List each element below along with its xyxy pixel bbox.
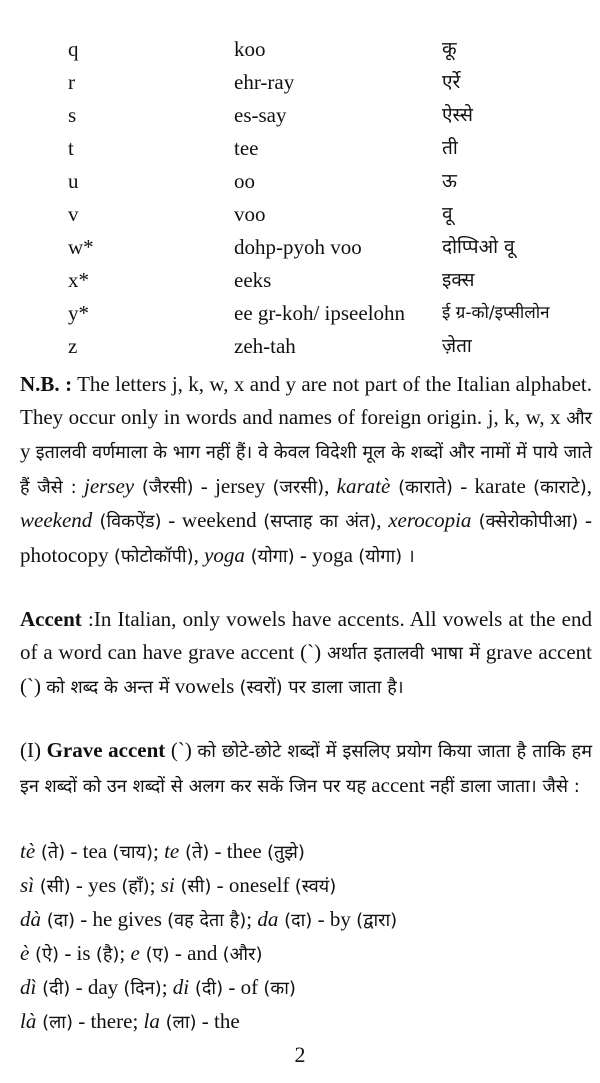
hindi-cell: इक्स (442, 269, 475, 291)
meaning: - tea (65, 839, 113, 863)
hindi-reading: (ते) (179, 842, 210, 863)
hindi-reading: (ऐ) (29, 944, 60, 965)
hindi-meaning: (चाय) (112, 842, 153, 863)
hindi-cell: दोप्पिओ वू (442, 236, 515, 258)
grave-text: (`) (165, 738, 198, 762)
pronunciation-cell: koo (234, 37, 266, 61)
nb-text: , (586, 473, 592, 498)
letter-cell: u (68, 169, 79, 193)
example-line (20, 868, 592, 902)
hindi-cell: वू (442, 203, 453, 225)
separator: ; (161, 975, 173, 999)
hindi-meaning: (है) (95, 944, 120, 965)
nb-label: N.B. : (20, 372, 73, 396)
hindi-cell: कू (442, 38, 457, 60)
nb-hindi: (काराटे) (533, 476, 587, 498)
nb-text: , (324, 473, 337, 498)
hindi-cell: ऊ (442, 170, 457, 192)
accent-text: grave accent (`) (20, 639, 592, 698)
pronunciation-cell: oo (234, 169, 255, 193)
letter-cell: x* (68, 268, 89, 292)
nb-hindi: और (566, 407, 592, 429)
hindi-cell: ती (442, 137, 458, 159)
meaning: - he gives (75, 907, 168, 931)
hindi-meaning: (द्वारा) (356, 910, 398, 931)
pronunciation-cell: ehr-ray (234, 70, 295, 94)
meaning: - yes (70, 873, 122, 897)
hindi-meaning: (तुझे) (267, 842, 305, 863)
letter-cell: q (68, 37, 79, 61)
meaning: - and (169, 941, 223, 965)
nb-text: - jersey (193, 473, 273, 498)
accent-hindi: (स्वरों) पर डाला जाता है। (239, 677, 404, 698)
nb-hindi: (योगा) (244, 545, 295, 567)
nb-hindi: (जैरसी) (134, 476, 194, 498)
hindi-reading: (दा) (41, 910, 75, 931)
nb-text: , (376, 508, 389, 532)
example-line (20, 902, 592, 936)
accent-label: Accent (20, 607, 82, 631)
meaning: - the (196, 1009, 240, 1033)
grave-label: Grave accent (46, 738, 166, 762)
pronunciation-cell: eeks (234, 268, 272, 292)
letter-cell: z (68, 334, 78, 358)
letter-row (0, 99, 600, 132)
nb-hindi: (क्सेरोकोपीआ) (471, 511, 579, 532)
hindi-meaning: (का) (263, 978, 296, 999)
hindi-cell: ऐस्से (442, 104, 473, 126)
nb-example-word: karatè (336, 473, 391, 498)
nb-example-word: yoga (204, 542, 245, 567)
hindi-meaning: (वह देता है) (167, 910, 247, 931)
hindi-reading: (ला) (36, 1012, 73, 1033)
grave-text: accent (366, 772, 431, 797)
nb-text: - photocopy (20, 508, 592, 567)
letter-row (0, 33, 600, 66)
nb-hindi: इतालवी वर्णमाला के भाग नहीं हैं। वे केवल विदेशी मूल के शब्दों और नामों में पाये जाते हैं जैसे : (20, 442, 592, 498)
page-number: 2 (294, 1042, 306, 1067)
letter-row (0, 66, 600, 99)
hindi-reading: (ला) (159, 1012, 197, 1033)
nb-text: , (193, 542, 205, 567)
nb-hindi: (विकऐंड) (92, 511, 162, 532)
accent-text: vowels (169, 674, 240, 698)
letter-row (0, 297, 600, 330)
separator: ; (246, 907, 258, 931)
plain-word: si (160, 873, 175, 897)
accent-text: :In Italian, only vowels have accents. All vowels at the end of a word can have grave accent (`) (20, 607, 592, 664)
accent-hindi: अर्थात इतालवी भाषा में (326, 642, 480, 664)
letter-cell: s (68, 103, 77, 127)
accented-word: dì (20, 975, 37, 999)
accent-hindi: को शब्द के अन्त में (46, 677, 170, 698)
pronunciation-cell: tee (234, 136, 259, 160)
meaning: - day (70, 975, 124, 999)
nb-text: - karate (452, 473, 534, 498)
pronunciation-cell: dohp-pyoh voo (234, 235, 362, 259)
plain-word: la (143, 1009, 160, 1033)
hindi-meaning: (दिन) (123, 978, 162, 999)
letter-row (0, 132, 600, 165)
letter-row (0, 231, 600, 264)
hindi-meaning: (और) (222, 944, 263, 965)
hindi-reading: (सी) (34, 876, 71, 897)
hindi-meaning: (स्वयं) (294, 876, 337, 897)
meaning: - by (312, 907, 357, 931)
nb-example-word: jersey (76, 473, 135, 498)
accented-word: tè (20, 839, 36, 863)
example-list (20, 834, 592, 1038)
accented-word: sì (20, 873, 35, 897)
nb-paragraph (20, 368, 592, 573)
grave-number: (I) (20, 738, 47, 762)
pronunciation-cell: ee gr-koh/ ipseelohn (234, 301, 406, 325)
separator: ; (149, 873, 161, 897)
meaning: - oneself (211, 873, 295, 897)
separator: ; (153, 839, 165, 863)
nb-text: y (20, 439, 36, 463)
plain-word: e (130, 941, 140, 965)
hindi-reading: (ते) (35, 842, 66, 863)
pronunciation-cell: voo (234, 202, 266, 226)
letter-cell: r (68, 70, 75, 94)
nb-text: The letters j, k, w, x and y are not part of the Italian alphabet. They occur only in words and names of foreign origin. j, k, w, x (20, 372, 592, 429)
accented-word: è (20, 941, 30, 965)
hindi-cell: ई ग्र-को/इप्सीलोन (442, 303, 550, 323)
plain-word: te (164, 839, 180, 863)
hindi-cell: ज़ेता (442, 335, 472, 357)
nb-text: - yoga (294, 542, 359, 567)
nb-hindi: (काराते) (390, 476, 453, 498)
letter-row (0, 198, 600, 231)
nb-hindi: (फोटोकॉपी) (113, 545, 194, 567)
grave-accent-paragraph (20, 734, 592, 803)
letter-row (0, 165, 600, 198)
plain-word: da (257, 907, 279, 931)
meaning: - there (72, 1009, 133, 1033)
hindi-reading: (दी) (189, 978, 224, 999)
nb-text: - weekend (161, 508, 264, 532)
grave-hindi: को छोटे-छोटे शब्दों में इसलिए प्रयोग किया जाता है ताकि हम इन शब्दों को उन शब्दों से अलग कर सकें जिन पर यह (20, 741, 592, 797)
hindi-cell: एर्रे (442, 71, 461, 93)
accent-paragraph (20, 603, 592, 705)
accented-word: là (20, 1009, 37, 1033)
nb-hindi: (सप्ताह का अंत) (263, 511, 377, 532)
letter-table (0, 33, 600, 363)
letter-row (0, 264, 600, 297)
meaning: - is (59, 941, 96, 965)
letter-cell: w* (68, 235, 94, 259)
hindi-meaning: (हाँ) (121, 876, 150, 897)
nb-hindi: (जरसी) (272, 476, 325, 498)
separator: ; (119, 941, 131, 965)
meaning: - thee (209, 839, 268, 863)
hindi-reading: (दा) (278, 910, 313, 931)
pronunciation-cell: es-say (234, 103, 287, 127)
hindi-reading: (ए) (139, 944, 170, 965)
separator: ; (132, 1009, 144, 1033)
nb-example-word: weekend (20, 508, 93, 532)
nb-hindi: (योगा) । (358, 545, 415, 567)
example-line (20, 834, 592, 868)
letter-cell: v (68, 202, 79, 226)
plain-word: di (172, 975, 190, 999)
hindi-reading: (दी) (36, 978, 71, 999)
example-line (20, 1004, 592, 1038)
example-line (20, 970, 592, 1004)
nb-example-word: xerocopia (388, 508, 472, 532)
example-line (20, 936, 592, 970)
accented-word: dà (20, 907, 41, 931)
meaning: - of (223, 975, 264, 999)
hindi-reading: (सी) (174, 876, 212, 897)
letter-cell: t (68, 136, 74, 160)
pronunciation-cell: zeh-tah (234, 334, 296, 358)
letter-row (0, 330, 600, 363)
grave-hindi: नहीं डाला जाता। जैसे : (430, 775, 580, 797)
letter-cell: y* (68, 301, 89, 325)
